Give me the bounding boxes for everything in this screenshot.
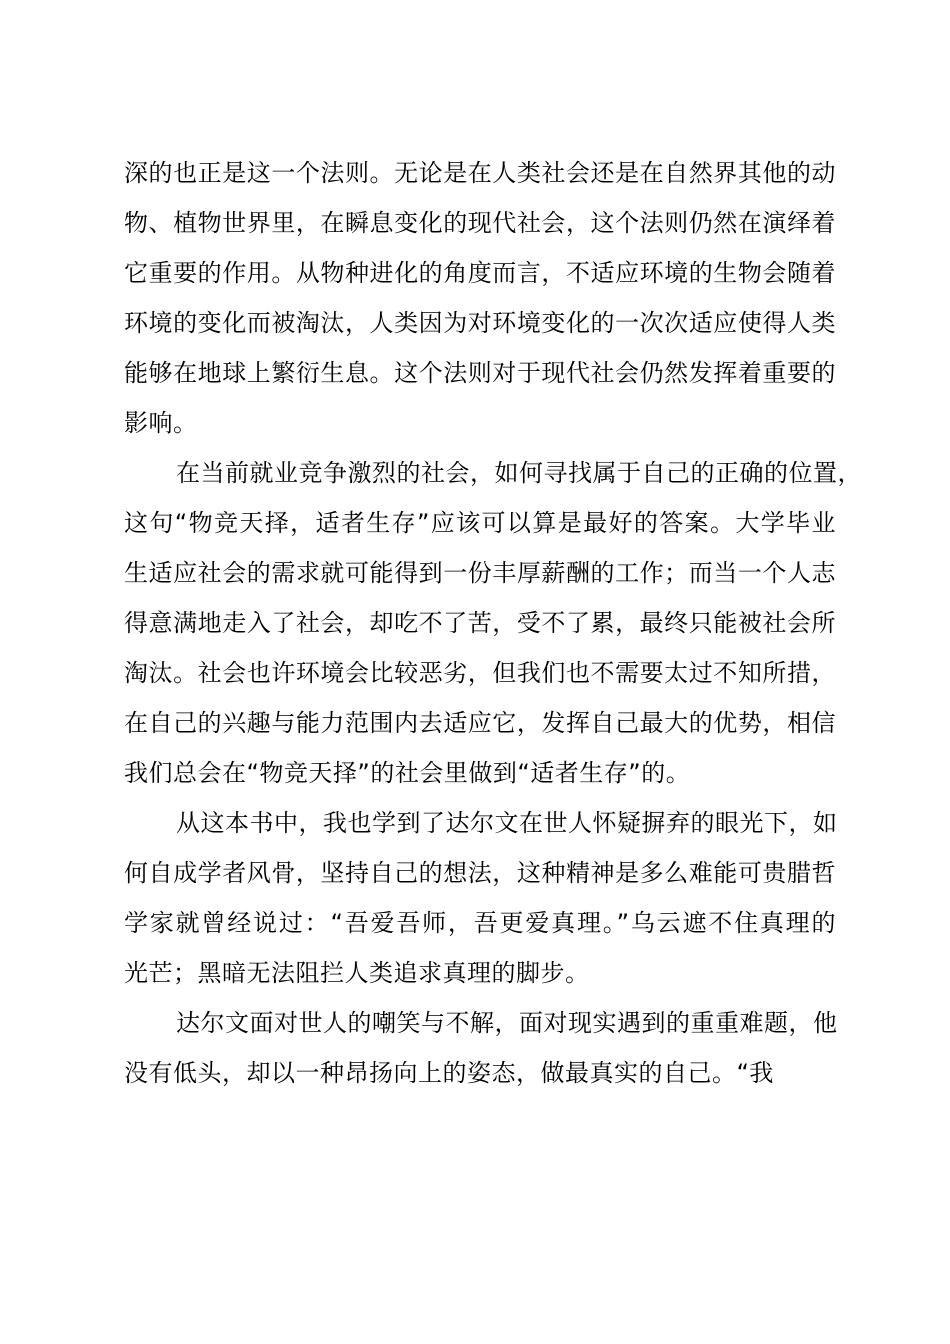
text-line: 何自成学者风骨，坚持自己的想法，这种精神是多么难能可贵腊哲	[124, 859, 836, 887]
text-line: 生适应社会的需求就可能得到一份丰厚薪酬的工作；而当一个人志	[124, 559, 836, 587]
paragraph-2	[124, 448, 862, 798]
text-line: 从这本书中，我也学到了达尔文在世人怀疑摒弃的眼光下，如	[176, 809, 838, 837]
text-line: 达尔文面对世人的嘲笑与不解，面对现实遇到的重重难题，他	[176, 1009, 838, 1037]
text-line: 得意满地走入了社会，却吃不了苦，受不了累，最终只能被社会所	[124, 609, 836, 637]
text-line: 没有低头，却以一种昂扬向上的姿态，做最真实的自己。“我	[124, 1059, 774, 1087]
text-line: 这句“物竞天择，适者生存”应该可以算是最好的答案。大学毕业	[124, 509, 836, 537]
text-line: 环境的变化而被淘汰，人类因为对环境变化的一次次适应使得人类	[124, 309, 836, 337]
paragraph-3	[124, 798, 836, 998]
paragraph-1	[124, 148, 836, 448]
text-line: 学家就曾经说过：“吾爱吾师，吾更爱真理。”乌云遮不住真理的	[124, 909, 836, 937]
text-line: 深的也正是这一个法则。无论是在人类社会还是在自然界其他的动	[124, 159, 836, 187]
text-line: 它重要的作用。从物种进化的角度而言，不适应环境的生物会随着	[124, 259, 836, 287]
text-line: 能够在地球上繁衍生息。这个法则对于现代社会仍然发挥着重要的	[124, 359, 836, 387]
text-line: 我们总会在“物竞天择”的社会里做到“适者生存”的。	[124, 759, 691, 787]
body-text	[124, 148, 862, 1098]
text-line: 在自己的兴趣与能力范围内去适应它，发挥自己最大的优势，相信	[124, 709, 836, 737]
text-line: 在当前就业竞争激烈的社会，如何寻找属于自己的正确的位置，	[176, 459, 862, 487]
text-line: 影响。	[124, 409, 198, 437]
text-line: 物、植物世界里，在瞬息变化的现代社会，这个法则仍然在演绎着	[124, 209, 836, 237]
text-line: 光芒；黑暗无法阻拦人类追求真理的脚步。	[124, 959, 590, 987]
paragraph-4	[124, 998, 836, 1098]
text-line: 淘汰。社会也许环境会比较恶劣，但我们也不需要太过不知所措，	[124, 659, 836, 687]
